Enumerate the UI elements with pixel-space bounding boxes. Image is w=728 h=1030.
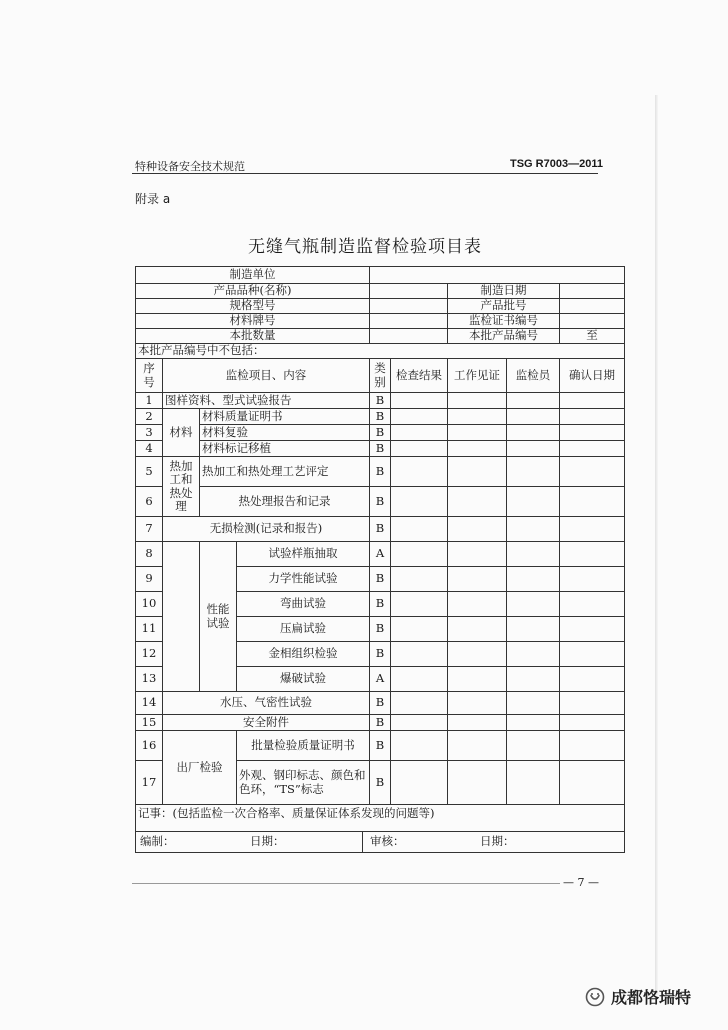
row-category: A [370, 542, 391, 567]
table-row [136, 487, 625, 517]
table-row [136, 393, 625, 409]
result-cell[interactable] [391, 542, 448, 567]
col-header-no: 序号 [136, 359, 163, 393]
inspector-cell[interactable] [507, 567, 560, 592]
result-cell[interactable] [391, 567, 448, 592]
page-edge [655, 95, 658, 995]
row-category: B [370, 409, 391, 425]
row-category: B [370, 731, 391, 761]
table-row [136, 409, 625, 425]
row-category: B [370, 642, 391, 667]
row-category: B [370, 761, 391, 805]
confirm-date-cell[interactable] [560, 441, 625, 457]
witness-cell[interactable] [448, 692, 507, 715]
row-no: 4 [136, 441, 163, 457]
inspector-cell[interactable] [507, 517, 560, 542]
header-rule [132, 173, 598, 174]
result-cell[interactable] [391, 731, 448, 761]
material-grade-label: 材料牌号 [136, 314, 370, 329]
confirm-date-cell[interactable] [560, 487, 625, 517]
result-cell[interactable] [391, 617, 448, 642]
batch-quantity-value[interactable] [370, 329, 448, 344]
blank-cell [163, 567, 200, 592]
inspector-cell[interactable] [507, 393, 560, 409]
col-header-confirm-date: 确认日期 [560, 359, 625, 393]
product-batch-value[interactable] [560, 299, 625, 314]
watermark-brand [585, 985, 691, 1008]
row-no: 2 [136, 409, 163, 425]
row-item: 压扁试验 [237, 617, 370, 642]
row-item: 力学性能试验 [237, 567, 370, 592]
row-category: B [370, 487, 391, 517]
cert-number-label: 监检证书编号 [448, 314, 560, 329]
witness-cell[interactable] [448, 425, 507, 441]
inspector-cell[interactable] [507, 715, 560, 731]
row-item: 图样资料、型式试验报告 [163, 393, 370, 409]
row-item: 材料质量证明书 [200, 409, 370, 425]
product-serial-label: 本批产品编号 [448, 329, 560, 344]
result-cell[interactable] [391, 667, 448, 692]
header-standard-code: TSG R7003—2011 [510, 158, 603, 170]
row-item: 材料标记移植 [200, 441, 370, 457]
material-grade-value[interactable] [370, 314, 448, 329]
confirm-date-cell[interactable] [560, 715, 625, 731]
signature-divider [362, 832, 363, 852]
row-item: 热加工和热处理工艺评定 [200, 457, 370, 487]
confirm-date-cell[interactable] [560, 731, 625, 761]
blank-cell [163, 617, 200, 642]
row-item: 水压、气密性试验 [163, 692, 370, 715]
result-cell[interactable] [391, 393, 448, 409]
group-factory-inspection: 出厂检验 [163, 731, 237, 805]
row-no: 11 [136, 617, 163, 642]
row-no: 17 [136, 761, 163, 805]
row-no: 5 [136, 457, 163, 487]
inspector-cell[interactable] [507, 425, 560, 441]
row-no: 10 [136, 592, 163, 617]
inspector-cell[interactable] [507, 487, 560, 517]
witness-cell[interactable] [448, 715, 507, 731]
confirm-date-cell[interactable] [560, 592, 625, 617]
witness-cell[interactable] [448, 642, 507, 667]
row-category: B [370, 441, 391, 457]
group-material: 材料 [163, 409, 200, 457]
result-cell[interactable] [391, 457, 448, 487]
witness-cell[interactable] [448, 761, 507, 805]
col-header-witness: 工作见证 [448, 359, 507, 393]
inspector-cell[interactable] [507, 692, 560, 715]
compiled-by-label: 编制： [140, 834, 175, 848]
confirm-date-cell[interactable] [560, 393, 625, 409]
blank-cell [163, 542, 200, 567]
confirm-date-cell[interactable] [560, 517, 625, 542]
product-batch-label: 产品批号 [448, 299, 560, 314]
inspection-table [135, 266, 625, 853]
col-header-item: 监检项目、内容 [163, 359, 370, 393]
col-header-result: 检查结果 [391, 359, 448, 393]
product-variety-value[interactable] [370, 284, 448, 299]
inspector-cell[interactable] [507, 542, 560, 567]
witness-cell[interactable] [448, 457, 507, 487]
inspector-cell[interactable] [507, 642, 560, 667]
row-no: 3 [136, 425, 163, 441]
row-no: 7 [136, 517, 163, 542]
page-number: — 7 — [560, 876, 602, 889]
document-title: 无缝气瓶制造监督检验项目表 [248, 237, 482, 257]
row-item: 外观、钢印标志、颜色和色环，“TS”标志 [237, 761, 370, 805]
row-item: 热处理报告和记录 [200, 487, 370, 517]
row-no: 14 [136, 692, 163, 715]
col-header-category: 类别 [370, 359, 391, 393]
inspector-cell[interactable] [507, 441, 560, 457]
row-no: 13 [136, 667, 163, 692]
table-row [136, 457, 625, 487]
confirm-date-cell[interactable] [560, 425, 625, 441]
table-row [136, 692, 625, 715]
witness-cell[interactable] [448, 487, 507, 517]
inspector-cell[interactable] [507, 667, 560, 692]
witness-cell[interactable] [448, 393, 507, 409]
footer-rule [132, 883, 598, 884]
table-row [136, 542, 625, 567]
manufacture-date-value[interactable] [560, 284, 625, 299]
appendix-label: 附录 a [135, 192, 171, 206]
group-performance: 性能试验 [200, 542, 237, 692]
row-no: 8 [136, 542, 163, 567]
confirm-date-cell[interactable] [560, 761, 625, 805]
row-category: B [370, 425, 391, 441]
row-category: B [370, 715, 391, 731]
manufacturer-label: 制造单位 [136, 267, 370, 284]
result-cell[interactable] [391, 715, 448, 731]
confirm-date-cell[interactable] [560, 667, 625, 692]
inspector-cell[interactable] [507, 617, 560, 642]
table-row [136, 441, 625, 457]
brand-name: 成都恪瑞特 [611, 988, 692, 1007]
blank-cell [163, 667, 200, 692]
table-row [136, 731, 625, 761]
row-no: 6 [136, 487, 163, 517]
row-item: 金相组织检验 [237, 642, 370, 667]
table-row [136, 517, 625, 542]
witness-cell[interactable] [448, 592, 507, 617]
result-cell[interactable] [391, 592, 448, 617]
row-category: B [370, 592, 391, 617]
result-cell[interactable] [391, 441, 448, 457]
header-standard-name: 特种设备安全技术规范 [135, 160, 245, 173]
manufacturer-value[interactable] [370, 267, 625, 284]
row-category: A [370, 667, 391, 692]
reviewed-date-label: 日期： [480, 834, 515, 848]
row-no: 15 [136, 715, 163, 731]
blank-cell [163, 642, 200, 667]
witness-cell[interactable] [448, 567, 507, 592]
product-serial-range[interactable]: 至 [560, 329, 625, 344]
row-category: B [370, 517, 391, 542]
row-no: 9 [136, 567, 163, 592]
blank-cell [163, 592, 200, 617]
row-item: 批量检验质量证明书 [237, 731, 370, 761]
spec-model-value[interactable] [370, 299, 448, 314]
group-heat-treatment: 热加工和热处理 [163, 457, 200, 517]
notes-field[interactable]: 记事：(包括监检一次合格率、质量保证体系发现的问题等) [136, 805, 625, 832]
inspector-cell[interactable] [507, 457, 560, 487]
inspector-cell[interactable] [507, 731, 560, 761]
signature-row [136, 832, 625, 853]
witness-cell[interactable] [448, 667, 507, 692]
result-cell[interactable] [391, 761, 448, 805]
row-item: 无损检测(记录和报告) [163, 517, 370, 542]
confirm-date-cell[interactable] [560, 617, 625, 642]
witness-cell[interactable] [448, 441, 507, 457]
row-item: 试验样瓶抽取 [237, 542, 370, 567]
result-cell[interactable] [391, 692, 448, 715]
row-item: 爆破试验 [237, 667, 370, 692]
result-cell[interactable] [391, 409, 448, 425]
confirm-date-cell[interactable] [560, 642, 625, 667]
result-cell[interactable] [391, 425, 448, 441]
result-cell[interactable] [391, 642, 448, 667]
table-row [136, 425, 625, 441]
row-item: 材料复验 [200, 425, 370, 441]
confirm-date-cell[interactable] [560, 457, 625, 487]
row-category: B [370, 692, 391, 715]
row-no: 1 [136, 393, 163, 409]
inspector-cell[interactable] [507, 592, 560, 617]
row-category: B [370, 457, 391, 487]
confirm-date-cell[interactable] [560, 692, 625, 715]
reviewed-by-label: 审核： [370, 834, 405, 848]
row-item: 安全附件 [163, 715, 370, 731]
exclude-serials-field[interactable]: 本批产品编号中不包括： [136, 344, 625, 359]
cert-number-value[interactable] [560, 314, 625, 329]
witness-cell[interactable] [448, 517, 507, 542]
row-no: 16 [136, 731, 163, 761]
row-category: B [370, 393, 391, 409]
inspector-cell[interactable] [507, 761, 560, 805]
row-category: B [370, 617, 391, 642]
confirm-date-cell[interactable] [560, 542, 625, 567]
witness-cell[interactable] [448, 542, 507, 567]
confirm-date-cell[interactable] [560, 567, 625, 592]
witness-cell[interactable] [448, 731, 507, 761]
result-cell[interactable] [391, 517, 448, 542]
result-cell[interactable] [391, 487, 448, 517]
row-no: 12 [136, 642, 163, 667]
table-row [136, 715, 625, 731]
spec-model-label: 规格型号 [136, 299, 370, 314]
row-category: B [370, 567, 391, 592]
confirm-date-cell[interactable] [560, 409, 625, 425]
wechat-channel-icon [585, 987, 605, 1007]
compiled-date-label: 日期： [250, 834, 285, 848]
manufacture-date-label: 制造日期 [448, 284, 560, 299]
witness-cell[interactable] [448, 617, 507, 642]
col-header-inspector: 监检员 [507, 359, 560, 393]
product-variety-label: 产品品种(名称) [136, 284, 370, 299]
witness-cell[interactable] [448, 409, 507, 425]
inspector-cell[interactable] [507, 409, 560, 425]
batch-quantity-label: 本批数量 [136, 329, 370, 344]
row-item: 弯曲试验 [237, 592, 370, 617]
